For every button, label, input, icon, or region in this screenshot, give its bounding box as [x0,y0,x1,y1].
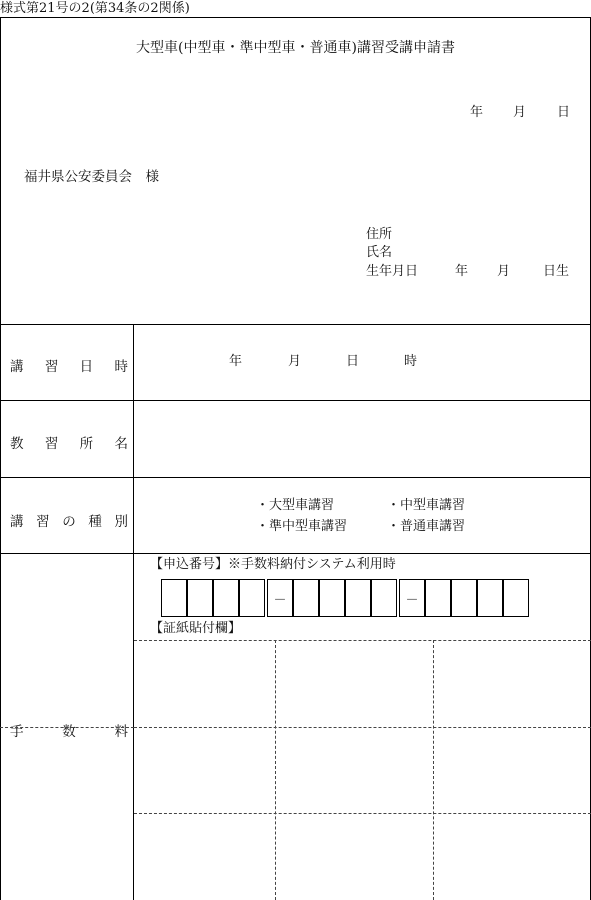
digit-box[interactable] [161,579,187,617]
addressee: 福井県公安委員会 様 [24,169,159,185]
digit-box[interactable] [425,579,451,617]
datetime-hour: 時 [404,354,418,369]
option-ordinary[interactable]: ・普通車講習 [387,519,466,534]
school-name-field[interactable] [134,401,591,477]
form-number: 様式第21号の2(第34条の2関係) [0,1,190,16]
datetime-month: 月 [288,354,302,369]
datetime-year: 年 [229,354,243,369]
digit-box[interactable] [371,579,397,617]
label-type: 講 習 の 種 別 [10,514,128,530]
digit-box[interactable] [345,579,371,617]
separator-box: － [267,579,293,617]
date-day: 日 [557,105,571,120]
label-datetime: 講 習 日 時 [10,359,128,375]
name-label: 氏名 [366,245,393,260]
digit-box[interactable] [213,579,239,617]
option-medium[interactable]: ・中型車講習 [387,498,466,513]
address-label: 住所 [366,227,393,242]
divider-header [0,324,591,325]
form-title: 大型車(中型車・準中型車・普通車)講習受講申請書 [136,40,455,56]
label-fee: 手 数 料 [10,724,128,740]
dob-month: 月 [497,264,511,279]
date-year: 年 [470,105,484,120]
application-number-heading: 【申込番号】※手数料納付システム利用時 [150,557,396,572]
digit-box[interactable] [187,579,213,617]
digit-box[interactable] [293,579,319,617]
datetime-day: 日 [346,354,360,369]
fee-label-leader [0,727,134,728]
digit-box[interactable] [239,579,265,617]
divider-school [0,477,591,478]
separator-box: － [399,579,425,617]
stamp-heading: 【証紙貼付欄】 [150,621,242,636]
option-semi-medium[interactable]: ・準中型車講習 [256,519,348,534]
divider-type [0,553,591,554]
option-large[interactable]: ・大型車講習 [256,498,335,513]
dob-label: 生年月日 [366,264,419,279]
digit-box[interactable] [477,579,503,617]
digit-box[interactable] [451,579,477,617]
label-school: 教 習 所 名 [10,436,128,452]
digit-box[interactable] [319,579,345,617]
dob-year: 年 [455,264,469,279]
date-month: 月 [513,105,527,120]
dob-day: 日生 [543,264,570,279]
digit-box[interactable] [503,579,529,617]
